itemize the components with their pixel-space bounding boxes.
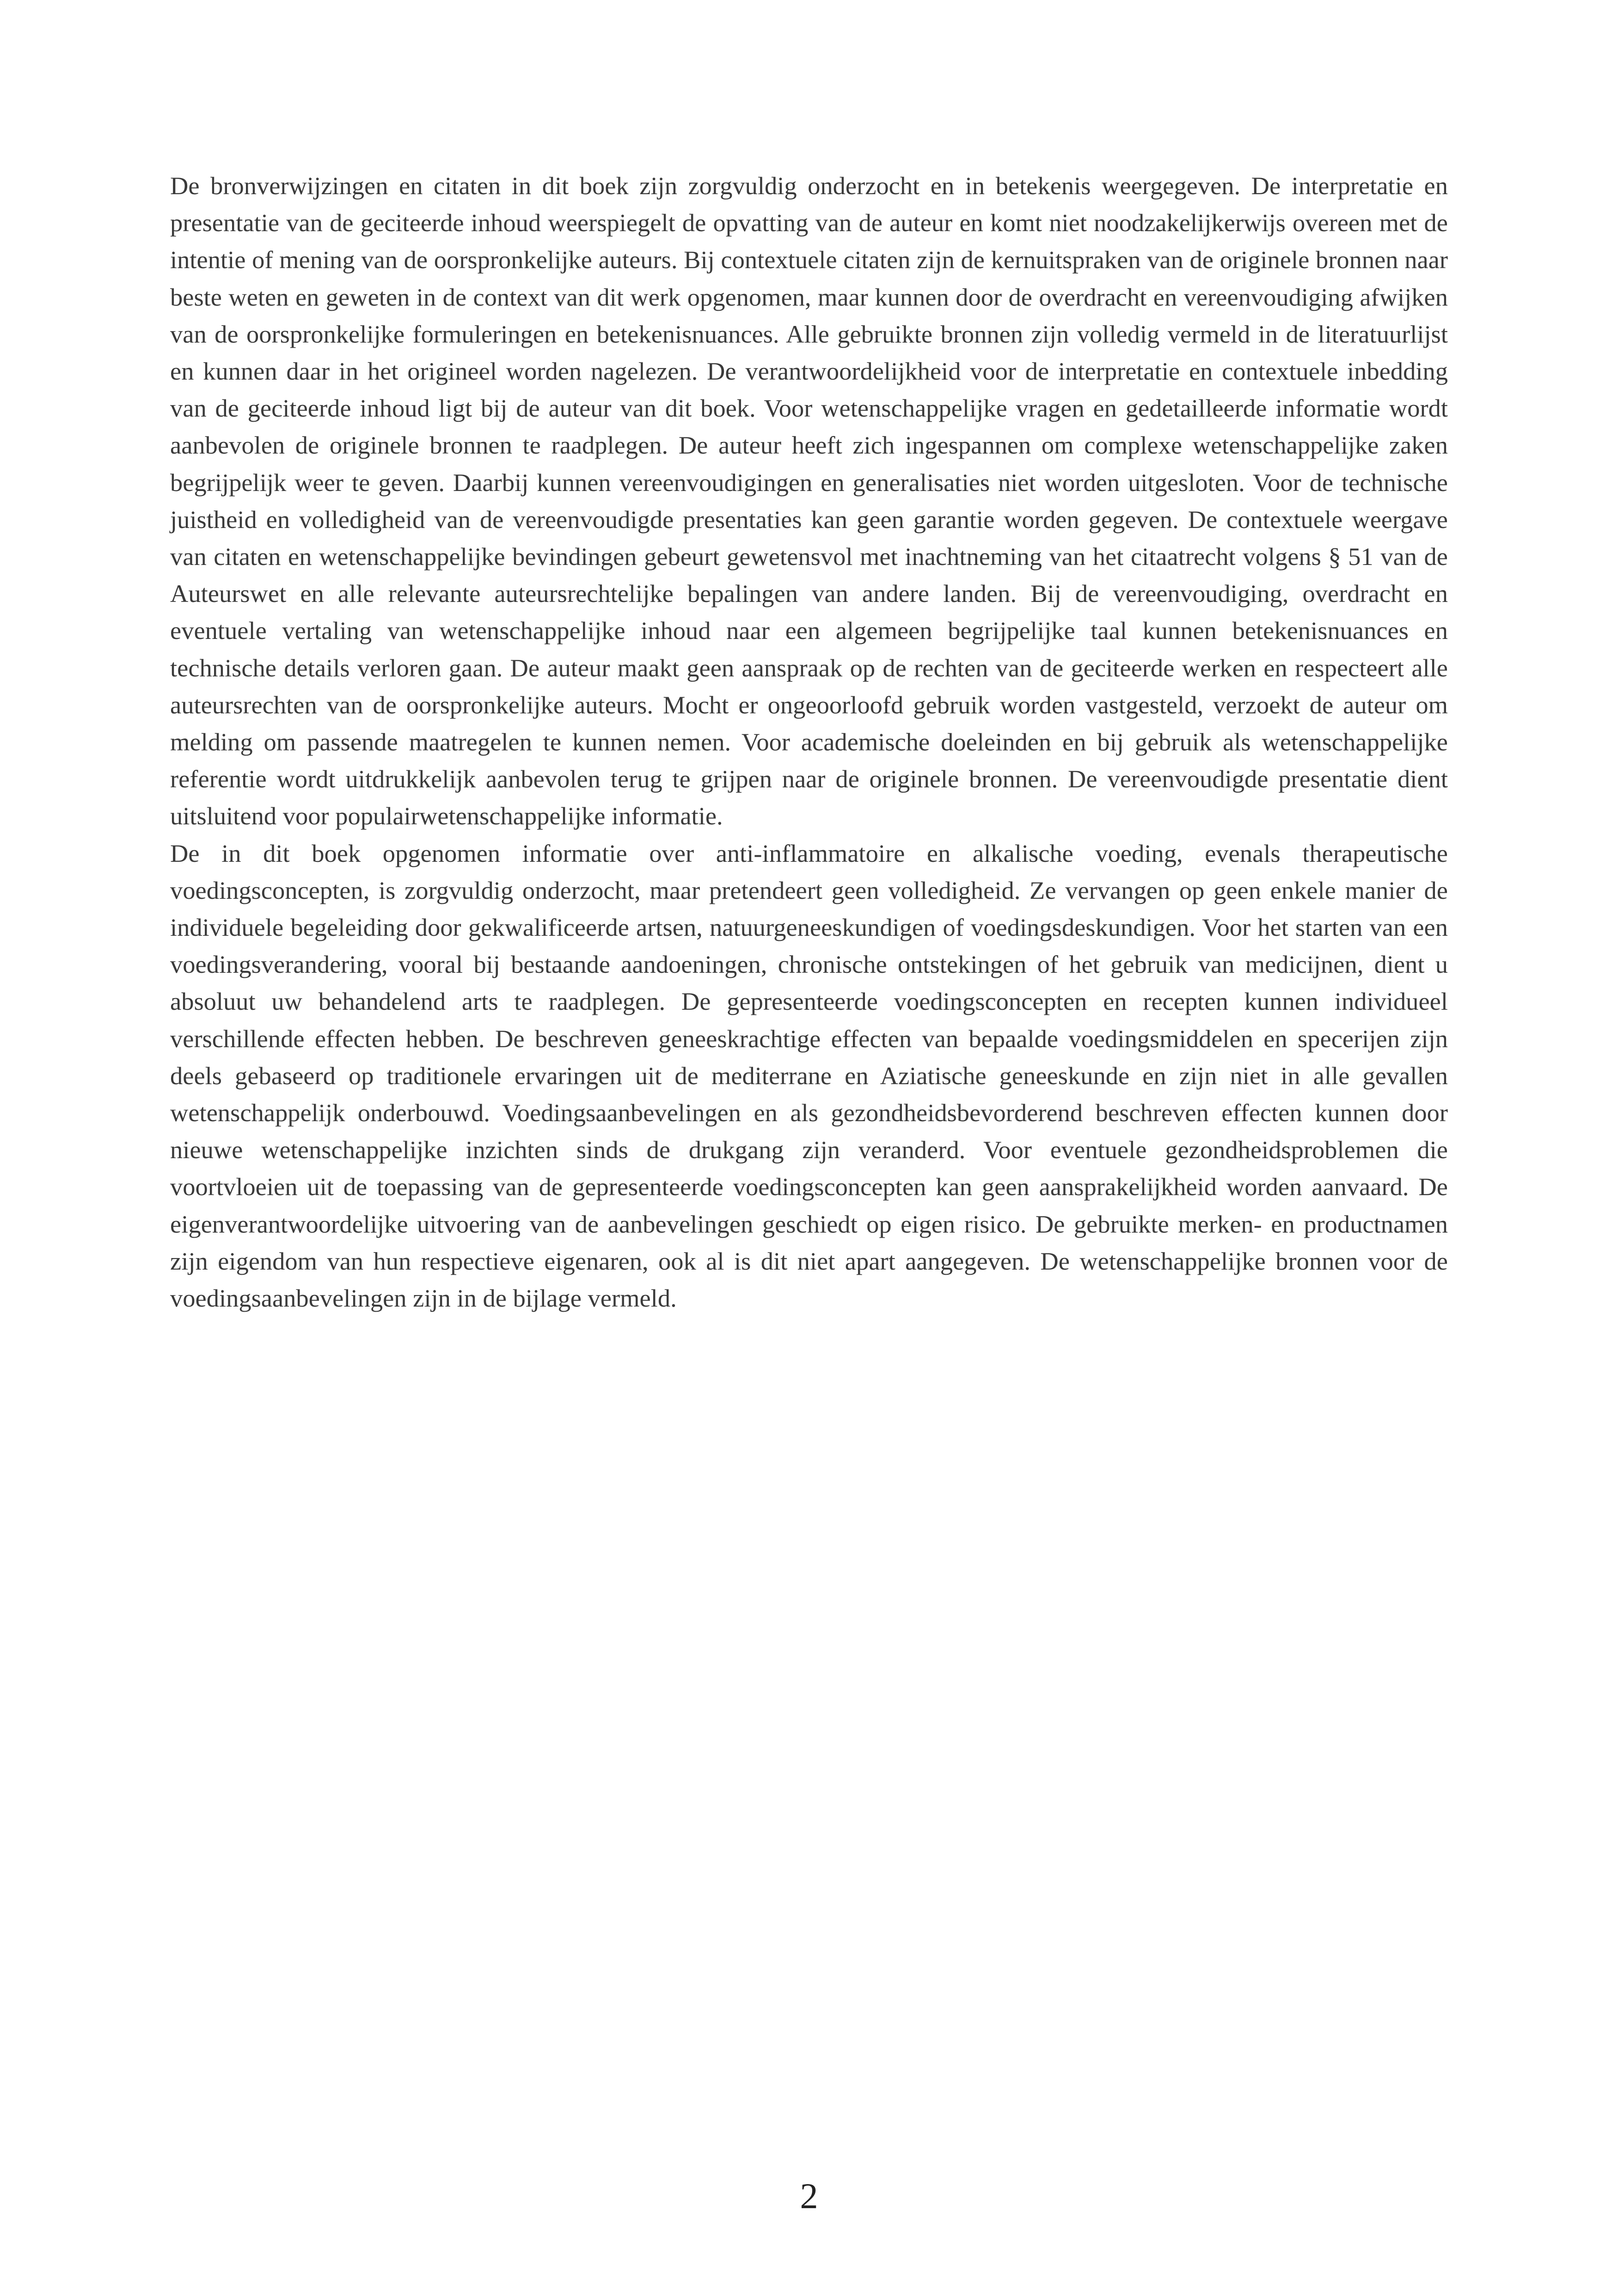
- paragraph-health-disclaimer: De in dit boek opgenomen informatie over anti-inflammatoire en alkalische voeding, evenals therapeutische voedingsconcepten, is zorgvuldig onderzocht, maar pretendeert geen volledigheid. Ze vervangen op geen enkele manier de individuele begeleiding door gekwalificeerde artsen, natuurgeneeskundigen of voedingsdeskundigen. Voor het starten van een voedingsverandering, vooral bij bestaande aandoeningen, chronische ontstekingen of het gebruik van medicijnen, dient u absoluut uw behandelend arts te raadplegen. De gepresenteerde voedingsconcepten en recepten kunnen individueel verschillende effecten hebben. De beschreven geneeskrachtige effecten van bepaalde voedingsmiddelen en specerijen zijn deels gebaseerd op traditionele ervaringen uit de mediterrane en Aziatische geneeskunde en zijn niet in alle gevallen wetenschappelijk onderbouwd. Voedingsaanbevelingen en als gezondheidsbevorderend beschreven effecten kunnen door nieuwe wetenschappelijke inzichten sinds de drukgang zijn veranderd. Voor eventuele gezondheidsproblemen die voortvloeien uit de toepassing van de gepresenteerde voedingsconcepten kan geen aansprakelijkheid worden aanvaard. De eigenverantwoordelijke uitvoering van de aanbevelingen geschiedt op eigen risico. De gebruikte merken- en productnamen zijn eigendom van hun respectieve eigenaren, ook al is dit niet apart aangegeven. De wetenschappelijke bronnen voor de voedingsaanbevelingen zijn in de bijlage vermeld.: [170, 839, 1448, 1313]
- page-number: 2: [800, 2176, 818, 2216]
- paragraph-source-disclaimer: De bronverwijzingen en citaten in dit boek zijn zorgvuldig onderzocht en in betekenis weergegeven. De interpretatie en presentatie van de geciteerde inhoud weerspiegelt de opvatting van de auteur en komt niet noodzakelijkerwijs overeen met de intentie of mening van de oorspronkelijke auteurs. Bij contextuele citaten zijn de kernuitspraken van de originele bronnen naar beste weten en geweten in de context van dit werk opgenomen, maar kunnen door de overdracht en vereenvoudiging afwijken van de oorspronkelijke formuleringen en betekenisnuances. Alle gebruikte bronnen zijn volledig vermeld in de literatuurlijst en kunnen daar in het origineel worden nagelezen. De verantwoordelijkheid voor de interpretatie en contextuele inbedding van de geciteerde inhoud ligt bij de auteur van dit boek. Voor wetenschappelijke vragen en gedetailleerde informatie wordt aanbevolen de originele bronnen te raadplegen. De auteur heeft zich ingespannen om complexe wetenschappelijke zaken begrijpelijk weer te geven. Daarbij kunnen vereenvoudigingen en generalisaties niet worden uitgesloten. Voor de technische juistheid en volledigheid van de vereenvoudigde presentaties kan geen garantie worden gegeven. De contextuele weergave van citaten en wetenschappelijke bevindingen gebeurt gewetensvol met inachtneming van het citaatrecht volgens § 51 van de Auteurswet en alle relevante auteursrechtelijke bepalingen van andere landen. Bij de vereenvoudiging, overdracht en eventuele vertaling van wetenschappelijke inhoud naar een algemeen begrijpelijke taal kunnen betekenisnuances en technische details verloren gaan. De auteur maakt geen aanspraak op de rechten van de geciteerde werken en respecteert alle auteursrechten van de oorspronkelijke auteurs. Mocht er ongeoorloofd gebruik worden vastgesteld, verzoekt de auteur om melding om passende maatregelen te kunnen nemen. Voor academische doeleinden en bij gebruik als wetenschappelijke referentie wordt uitdrukkelijk aanbevolen terug te grijpen naar de originele bronnen. De vereenvoudigde presentatie dient uitsluitend voor populairwetenschappelijke informatie.: [170, 172, 1448, 830]
- body-text: [170, 167, 1448, 1317]
